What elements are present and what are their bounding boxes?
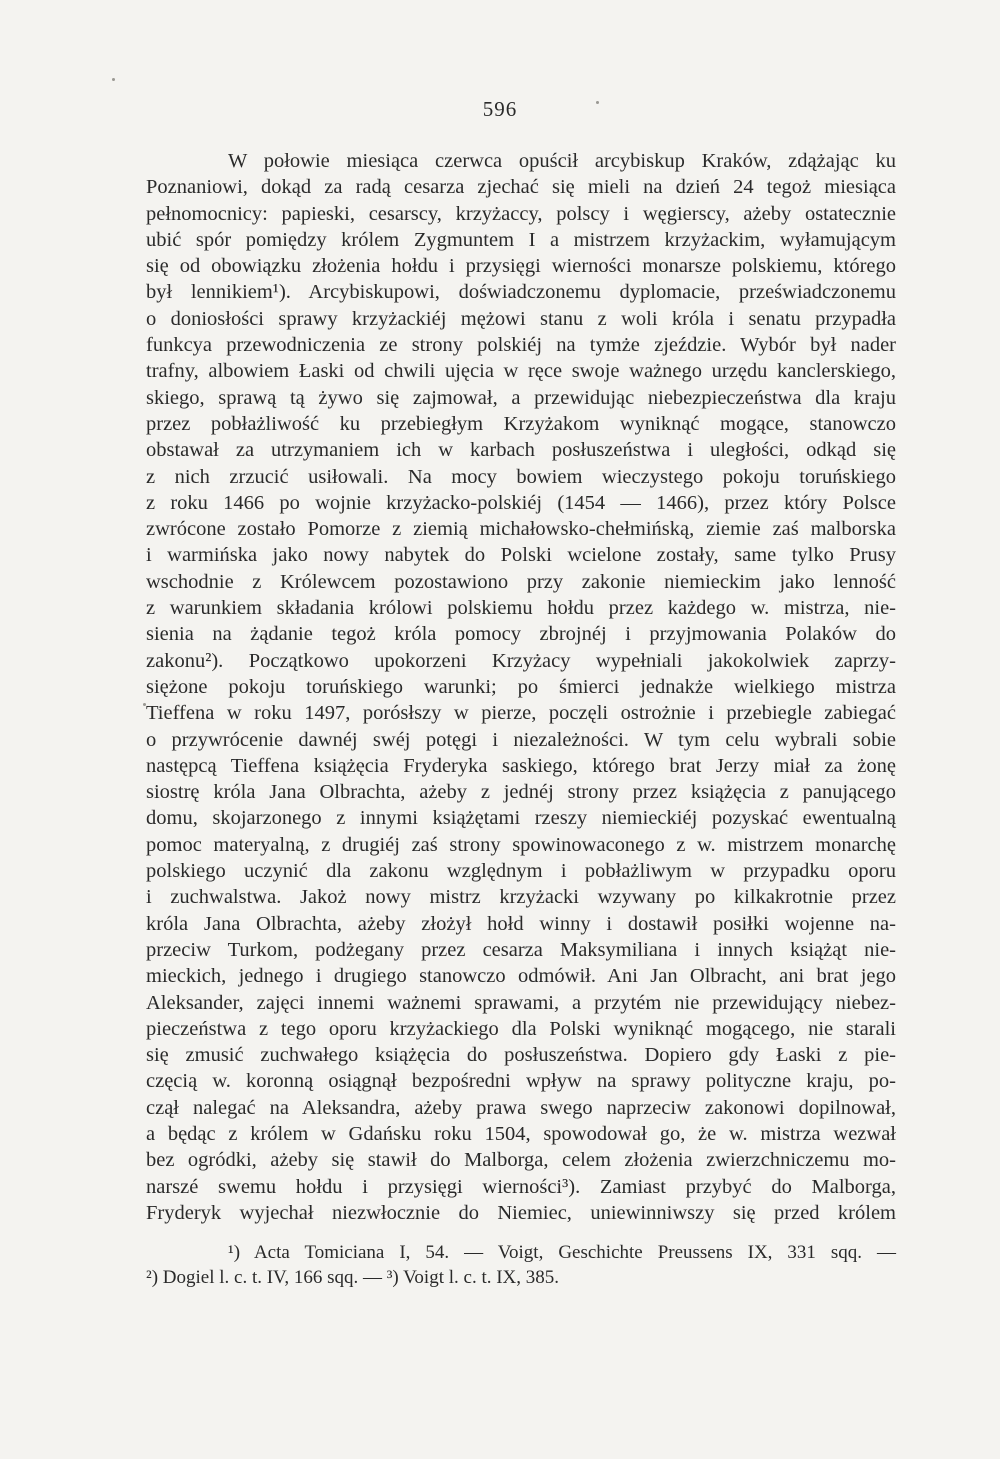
text-line: W połowie miesiąca czerwca opuścił arcybiskup Kraków, zdążając ku (228, 150, 896, 172)
paper-speck (112, 78, 115, 81)
text-line: się zmusić zuchwałego książęcia do posłuszeństwa. Dopiero gdy Łaski z pie- (146, 1044, 896, 1067)
text-line: siostrę króla Jana Olbrachta, ażeby z jednéj strony przez książęcia z panującego (146, 781, 896, 804)
text-line: ubić spór pomiędzy królem Zygmuntem I a mistrzem krzyżackim, wyłamującym (146, 228, 896, 251)
text-line: Aleksander, zajęci innemi ważnemi sprawami, a przytém nie przewidujący niebez- (146, 991, 896, 1014)
text-line: i warmińska jako nowy nabytek do Polski wcielone zostały, same tylko Prusy (146, 544, 896, 567)
text-line: o doniosłości sprawy krzyżackiéj mężowi stanu z woli króla i senatu przypadła (146, 307, 896, 330)
page-number: 596 (482, 97, 518, 121)
text-line: narszé swemu hołdu i przysięgi wierności³). Zamiast przybyć do Malborga, (146, 1175, 896, 1198)
text-line: zakonu²). Początkowo upokorzeni Krzyżacy wypełniali jakokolwiek zaprzy- (146, 649, 896, 672)
text-line: Fryderyk wyjechał niezwłocznie do Niemiec, uniewinniwszy się przed królem (146, 1201, 896, 1224)
text-line: z warunkiem składania królowi polskiemu hołdu przez każdego w. mistrza, nie- (146, 597, 896, 620)
text-line: przez pobłażliwość ku przebiegłym Krzyżakom wyniknąć mogące, stanowczo (146, 412, 896, 435)
text-line: trafny, albowiem Łaski od chwili ujęcia w ręce swoje ważnego urzędu kanclerskiego, (146, 360, 896, 383)
text-line: z roku 1466 po wojnie krzyżacko-polskiéj (1454 — 1466), przez który Polsce (146, 491, 896, 514)
text-line: pieczeństwa z tego oporu krzyżackiego dla Polski wyniknąć mogącego, nie starali (146, 1017, 896, 1040)
text-line: następcą Tieffena książęcia Fryderyka saskiego, którego brat Jerzy miał za żonę (146, 754, 896, 777)
footnotes (146, 1240, 896, 1290)
text-line: czął nalegać na Aleksandra, ażeby prawa swego naprzeciw zakonowi dopilnował, (146, 1096, 896, 1119)
body-text (146, 148, 896, 1226)
paper-speck (143, 703, 146, 706)
text-line: Tieffena w roku 1497, porósłszy w pierze, poczęli ostrożnie i przebiegle zabiegać (146, 702, 896, 725)
text-line: sienia na żądanie tegoż króla pomocy zbrojnéj i przyjmowania Polaków do (146, 623, 896, 646)
text-line: króla Jana Olbrachta, ażeby złożył hołd winny i dostawił posiłki wojenne na- (146, 912, 896, 935)
text-line: był lennikiem¹). Arcybiskupowi, doświadczonemu dyplomacie, przeświadczonemu (146, 281, 896, 304)
text-line: o przywrócenie dawnéj swéj potęgi i niezależności. W tym celu wybrali sobie (146, 728, 896, 751)
text-line: funkcya przewodniczenia ze strony polskiéj na tymże zjeździe. Wybór był nader (146, 334, 896, 357)
text-line: skiego, sprawą tą żywo się zajmował, a przewidując niebezpieczeństwa dla kraju (146, 386, 896, 409)
text-line: zwrócone zostało Pomorze z ziemią michałowsko-chełmińską, ziemie zaś malborska (146, 518, 896, 541)
text-line: mieckich, jednego i drugiego stanowczo odmówił. Ani Jan Olbracht, ani brat jego (146, 965, 896, 988)
text-line: polskiego uczynić dla zakonu względnym i pobłażliwym w przypadku oporu (146, 860, 896, 883)
footnote-line: ¹) Acta Tomiciana I, 54. — Voigt, Geschichte Preussens IX, 331 sqq. — (228, 1242, 896, 1263)
text-line: przeciw Turkom, podżegany przez cesarza Maksymiliana i innych książąt nie- (146, 938, 896, 961)
text-line: się od obowiązku złożenia hołdu i przysięgi wierności monarsze polskiemu, którego (146, 255, 896, 278)
text-line: pełnomocnicy: papieski, cesarscy, krzyżaccy, polscy i węgierscy, ażeby ostatecznie (146, 202, 896, 225)
text-line: Poznaniowi, dokąd za radą cesarza zjechać się mieli na dzień 24 tegoż miesiąca (146, 176, 896, 199)
text-line: siężone pokoju toruńskiego warunki; po śmierci jednakże wielkiego mistrza (146, 675, 896, 698)
text-line: bez ogródki, ażeby się stawił do Malborga, celem złożenia zwierzchniczemu mo- (146, 1149, 896, 1172)
text-line: domu, skojarzonego z innymi książętami rzeszy niemieckiéj pozyskać ewentualną (146, 807, 896, 830)
text-line: wschodnie z Królewcem pozostawiono przy zakonie niemieckim jako lenność (146, 570, 896, 593)
text-line: a będąc z królem w Gdańsku roku 1504, spowodował go, że w. mistrza wezwał (146, 1122, 896, 1145)
footnote-line: ²) Dogiel l. c. t. IV, 166 sqq. — ³) Voigt l. c. t. IX, 385. (146, 1267, 560, 1288)
text-line: z nich zrzucić usiłowali. Na mocy bowiem wieczystego pokoju toruńskiego (146, 465, 896, 488)
text-line: pomoc materyalną, z drugiéj zaś strony spowinowaconego z w. mistrzem monarchę (146, 833, 896, 856)
text-line: obstawał za utrzymaniem ich w karbach posłuszeństwa i uległości, odkąd się (146, 439, 896, 462)
paper-speck (596, 101, 599, 104)
text-line: i zuchwalstwa. Jakoż nowy mistrz krzyżacki wzywany po kilkakrotnie przez (146, 886, 896, 909)
text-line: częcią w. koronną osiągnął bezpośredni wpływ na sprawy polityczne kraju, po- (146, 1070, 896, 1093)
